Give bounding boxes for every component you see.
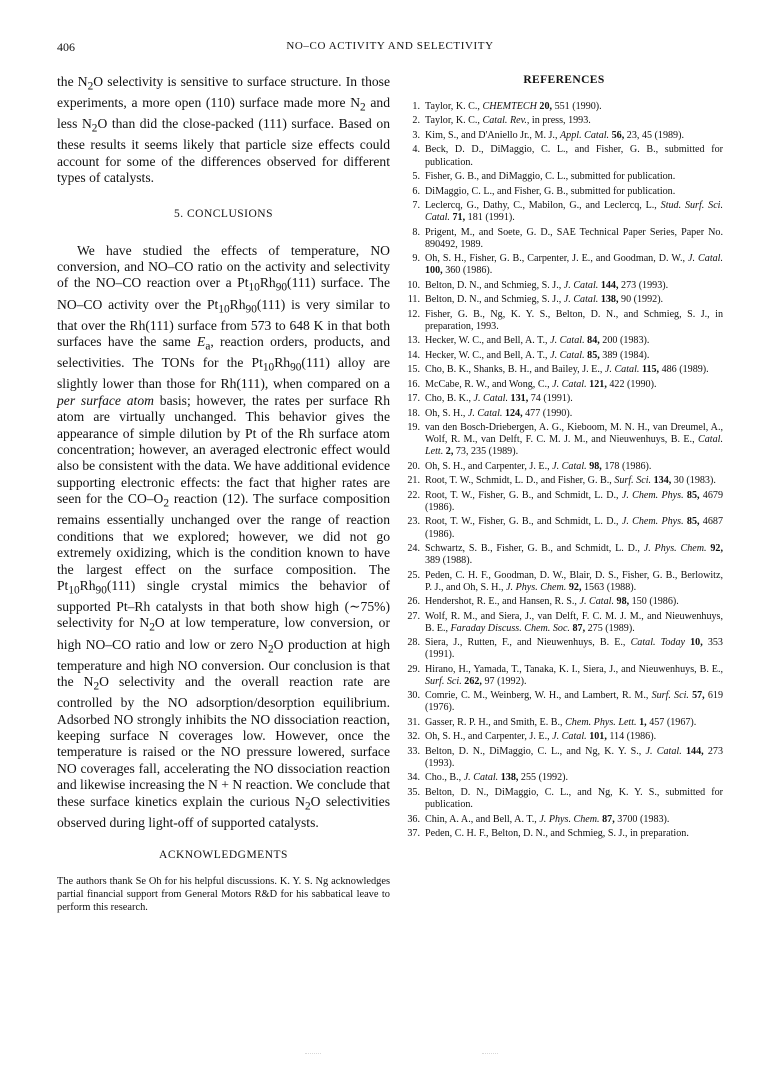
reference-item [405, 461, 723, 473]
reference-number: 10. [407, 279, 420, 291]
reference-item [405, 294, 723, 306]
reference-number: 12. [407, 308, 420, 320]
reference-number: 23. [407, 516, 420, 528]
reference-number: 13. [407, 335, 420, 347]
reference-number: 3. [412, 129, 420, 141]
reference-text: McCabe, R. W., and Wong, C., J. Catal. 121, 422 (1990). [425, 378, 657, 390]
reference-item [405, 280, 723, 292]
reference-item [405, 828, 723, 840]
reference-item [405, 746, 723, 770]
acknowledgments-heading: ACKNOWLEDGMENTS [159, 849, 288, 862]
reference-text: Schwartz, S. B., Fisher, G. B., and Schmidt, L. D., J. Phys. Chem. 92, 389 (1988). [425, 542, 723, 567]
reference-number: 4. [412, 144, 420, 156]
reference-item [405, 393, 723, 405]
reference-text: Oh, S. H., and Carpenter, J. E., J. Catal. 98, 178 (1986). [425, 460, 652, 472]
reference-text: Prigent, M., and Soete, G. D., SAE Technical Paper Series, Paper No. 890492, 1989. [425, 226, 723, 250]
reference-text: Hecker, W. C., and Bell, A. T., J. Catal. 84, 200 (1983). [425, 335, 650, 347]
reference-item [405, 787, 723, 811]
reference-number: 18. [407, 407, 420, 419]
reference-item [405, 101, 723, 113]
reference-number: 19. [407, 422, 420, 434]
reference-number: 14. [407, 349, 420, 361]
reference-text: Cho, B. K., Shanks, B. H., and Bailey, J. E., J. Catal. 115, 486 (1989). [425, 364, 709, 376]
references-heading: REFERENCES [523, 74, 605, 86]
reference-item [405, 814, 723, 826]
reference-item [405, 200, 723, 224]
reference-number: 37. [407, 828, 420, 840]
reference-text: Siera, J., Rutten, F., and Nieuwenhuys, B. E., Catal. Today 10, 353 (1991). [425, 637, 723, 661]
reference-text: Belton, D. N., and Schmieg, S. J., J. Catal. 144, 273 (1993). [425, 279, 669, 291]
reference-item [405, 475, 723, 487]
references-list [405, 101, 723, 840]
reference-number: 7. [412, 200, 420, 211]
right-column [405, 74, 723, 843]
reference-item [405, 309, 723, 333]
reference-item [405, 490, 723, 514]
reference-text: Hecker, W. C., and Bell, A. T., J. Catal. 85, 389 (1984). [425, 349, 650, 361]
reference-number: 15. [407, 364, 420, 376]
reference-text: Oh, S. H., J. Catal. 124, 477 (1990). [425, 407, 573, 419]
reference-text: Root, T. W., Fisher, G. B., and Schmidt, L. D., J. Chem. Phys. 85, 4687 (1986). [425, 516, 723, 540]
reference-number: 8. [412, 226, 420, 238]
reference-text: Cho, B. K., J. Catal. 131, 74 (1991). [425, 393, 573, 405]
reference-text: Taylor, K. C., Catal. Rev., in press, 1993. [425, 115, 591, 127]
reference-number: 20. [407, 460, 420, 472]
reference-number: 36. [407, 813, 420, 825]
reference-text: Belton, D. N., DiMaggio, C. L., and Ng, K. Y. S., J. Catal. 144, 273 (1993). [425, 745, 724, 769]
reference-item [405, 731, 723, 743]
conclusions-heading: 5. CONCLUSIONS [173, 207, 273, 220]
reference-text: Fisher, G. B., and DiMaggio, C. L., submitted for publication. [425, 171, 676, 183]
reference-number: 24. [407, 542, 420, 554]
reference-item [405, 422, 723, 458]
reference-item [405, 171, 723, 183]
reference-item [405, 364, 723, 376]
reference-item [405, 227, 723, 251]
reference-text: van den Bosch-Driebergen, A. G., Kieboom, M. N. H., van Dreumel, A., Wolf, R. M., van Delft, F. C. M. J. M., and Nieuwenhuys, B. E., Catal. Lett. 2, 73, 235 (1989). [425, 422, 723, 458]
reference-text: Leclercq, G., Dathy, C., Mabilon, G., and Leclercq, L., Stud. Surf. Sci. Catal. 71, 181 (1991). [425, 200, 723, 224]
reference-text: Root, T. W., Fisher, G. B., and Schmidt, L. D., J. Chem. Phys. 85, 4679 (1986). [425, 489, 723, 513]
reference-text: DiMaggio, C. L., and Fisher, G. B., submitted for publication. [425, 185, 676, 197]
reference-item [405, 130, 723, 142]
reference-item [405, 115, 723, 127]
reference-text: Root, T. W., Schmidt, L. D., and Fisher, G. B., Surf. Sci. 134, 30 (1983). [425, 475, 716, 487]
reference-number: 28. [407, 637, 420, 649]
reference-item [405, 253, 723, 277]
reference-item [405, 516, 723, 540]
reference-number: 21. [407, 475, 420, 487]
reference-item [405, 379, 723, 391]
footer-mark [305, 1053, 321, 1059]
reference-item [405, 596, 723, 608]
reference-item [405, 144, 723, 168]
page-number: 406 [57, 40, 75, 54]
reference-number: 25. [407, 569, 420, 581]
reference-text: Oh, S. H., and Carpenter, J. E., J. Catal. 101, 114 (1986). [425, 731, 657, 743]
reference-text: Oh, S. H., Fisher, G. B., Carpenter, J. E., and Goodman, D. W., J. Catal. 100, 360 (1986). [425, 253, 723, 277]
acknowledgments-text: The authors thank Se Oh for his helpful discussions. K. Y. S. Ng acknowledges partial financial support from General Motors R&D for his sabbatical leave to perform this research. [57, 876, 390, 914]
left-column [57, 74, 390, 914]
reference-text: Taylor, K. C., CHEMTECH 20, 551 (1990). [425, 101, 602, 112]
reference-text: Hendershot, R. E., and Hansen, R. S., J. Catal. 98, 150 (1986). [425, 596, 679, 608]
reference-text: Kim, S., and D'Aniello Jr., M. J., Appl. Catal. 56, 23, 45 (1989). [425, 129, 684, 141]
reference-number: 5. [412, 171, 420, 183]
reference-number: 2. [412, 115, 420, 127]
reference-item [405, 664, 723, 688]
reference-text: Beck, D. D., DiMaggio, C. L., and Fisher, G. B., submitted for publication. [425, 144, 723, 168]
running-title: NO–CO ACTIVITY AND SELECTIVITY [286, 40, 494, 52]
reference-text: Hirano, H., Yamada, T., Tanaka, K. I., Siera, J., and Nieuwenhuys, B. E., Surf. Sci. 262, 97 (1992). [425, 663, 723, 687]
reference-item [405, 570, 723, 594]
reference-item [405, 350, 723, 362]
reference-item [405, 335, 723, 347]
reference-text: Belton, D. N., and Schmieg, S. J., J. Catal. 138, 90 (1992). [425, 294, 664, 306]
reference-number: 35. [407, 786, 420, 798]
reference-text: Cho., B., J. Catal. 138, 255 (1992). [425, 772, 569, 784]
reference-item [405, 543, 723, 567]
reference-number: 26. [407, 596, 420, 608]
reference-number: 33. [407, 745, 420, 757]
reference-item [405, 772, 723, 784]
reference-number: 32. [407, 731, 420, 743]
conclusions-paragraph: We have studied the effects of temperature, NO conversion, and NO–CO ratio on the activity and selectivity of the NO–CO reaction over a $Pt_{10}Rh_{90}(111)$ surface. The NO–CO activity over the $Pt_{10}Rh_{90}(111)$ is very similar to that over the Rh(111) surface from 573 to 648 K in that both surfaces have the same $E_a$, reaction orders, products, and selectivities. The TONs for the $Pt_{10}Rh_{90}(111)$ alloy are slightly lower than those for Rh(111), when compared on a per surface atom basis; however, the rates per surface Rh atom are virtually unchanged. This behavior gives the appearance of simple dilution by Pt of the Rh surface atom concentration; however, an averaged electronic effect would also be consistent with the data. We have additional evidence supporting electronic effects: the fact that higher rates are seen for the $CO-O_2$ reaction (12). The surface composition remains essentially unchanged over the range of reaction conditions that we explored; however, we did not go extremely oxidizing, which is the condition known to have the largest effect on the surface composition. The $Pt_{10}Rh_{90}(111)$ single crystal mimics the behavior of supported Pt–Rh catalysts in that both show high (∼75%) selectivity for $N_2O$ at low temperature, low conversion, or high NO–CO ratio and low or zero $N_2O$ production at high temperature and high NO conversion. Our conclusion is that the $N_2O$ selectivity and the overall reaction rate are controlled by the NO adsorption/desorption equilibrium. Adsorbed NO strongly inhibits the NO dissociation reaction, keeping surface N coverages low. However, once the temperature is raised or the NO pressure lowered, surface NO coverages fall, accelerating the NO dissociation reaction and likewise increasing the N + N reaction. We conclude that these surface kinetics explain the curious $N_2O$ selectivities observed during light-off of supported catalysts. [57, 242, 391, 830]
reference-item [405, 690, 723, 714]
reference-number: 16. [407, 378, 420, 390]
reference-number: 31. [407, 716, 420, 728]
reference-text: Fisher, G. B., Ng, K. Y. S., Belton, D. N., and Schmieg, S. J., in preparation, 1993. [425, 308, 723, 332]
reference-text: Gasser, R. P. H., and Smith, E. B., Chem. Phys. Lett. 1, 457 (1967). [425, 716, 697, 728]
body-paragraph-continuation: the $N_2O$ selectivity is sensitive to surface structure. In those experiments, a more open (110) surface made more $N_2$ and less $N_2O$ than did the close-packed (111) surface. Based on these results it seems likely that particle size effects could account for some of the differences observed for different types of catalysts. [57, 74, 390, 186]
reference-text: Peden, C. H. F., Belton, D. N., and Schmieg, S. J., in preparation. [425, 828, 689, 840]
reference-item [405, 186, 723, 198]
reference-item [405, 637, 723, 661]
reference-item [405, 717, 723, 729]
reference-number: 30. [407, 690, 420, 702]
footer-mark [482, 1053, 498, 1059]
reference-text: Wolf, R. M., and Siera, J., van Delft, F. C. M. J. M., and Nieuwenhuys, B. E., Faraday Discuss. Chem. Soc. 87, 275 (1989). [425, 610, 723, 634]
reference-number: 11. [407, 294, 420, 306]
reference-text: Chin, A. A., and Bell, A. T., J. Phys. Chem. 87, 3700 (1983). [425, 813, 670, 825]
reference-item [405, 611, 723, 635]
reference-text: Peden, C. H. F., Goodman, D. W., Blair, D. S., Fisher, G. B., Berlowitz, P. J., and Oh, S. H., J. Phys. Chem. 92, 1563 (1988). [425, 569, 723, 593]
reference-number: 22. [407, 489, 420, 501]
reference-number: 9. [412, 253, 420, 265]
reference-number: 29. [407, 663, 420, 675]
reference-number: 6. [412, 185, 420, 197]
reference-text: Belton, D. N., DiMaggio, C. L., and Ng, K. Y. S., submitted for publication. [425, 786, 723, 811]
reference-number: 1. [412, 101, 420, 112]
reference-number: 17. [407, 393, 420, 405]
reference-number: 27. [407, 610, 420, 622]
reference-number: 34. [407, 772, 420, 784]
reference-text: Comrie, C. M., Weinberg, W. H., and Lambert, R. M., Surf. Sci. 57, 619 (1976). [425, 690, 723, 714]
reference-item [405, 408, 723, 420]
